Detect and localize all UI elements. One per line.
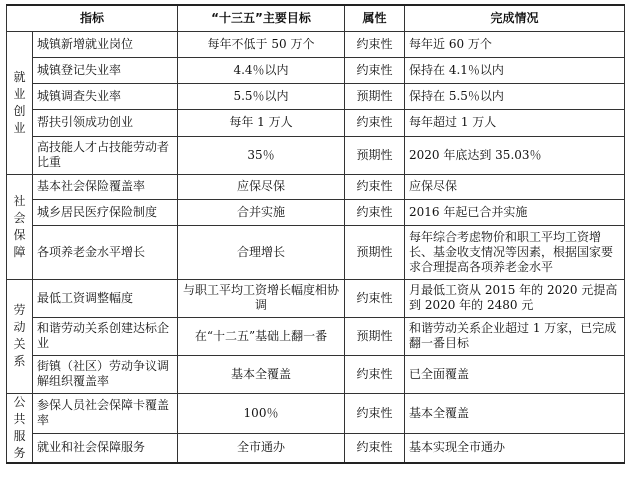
status-cell: 应保尽保 [405, 174, 625, 199]
table-row [7, 434, 625, 463]
table-row [7, 57, 625, 83]
target-cell: 在“十二五”基础上翻一番 [178, 317, 345, 355]
attribute-cell: 约束性 [345, 199, 405, 225]
table-row [7, 317, 625, 355]
indicator-cell: 最低工资调整幅度 [33, 279, 178, 317]
target-cell: 35％ [178, 136, 345, 174]
status-cell: 月最低工资从 2015 年的 2020 元提高到 2020 年的 2480 元 [405, 279, 625, 317]
status-cell: 保持在 4.1％以内 [405, 57, 625, 83]
indicator-cell: 高技能人才占技能劳动者比重 [33, 136, 178, 174]
attribute-cell: 预期性 [345, 83, 405, 109]
table-row [7, 136, 625, 174]
indicator-cell: 城镇登记失业率 [33, 57, 178, 83]
attribute-cell: 约束性 [345, 434, 405, 463]
indicator-cell: 城镇调查失业率 [33, 83, 178, 109]
attribute-cell: 约束性 [345, 393, 405, 434]
indicator-cell: 参保人员社会保障卡覆盖率 [33, 393, 178, 434]
target-cell: 5.5％以内 [178, 83, 345, 109]
table-row [7, 279, 625, 317]
target-cell: 每年 1 万人 [178, 109, 345, 136]
status-cell: 每年近 60 万个 [405, 31, 625, 57]
header-indicator: 指标 [7, 5, 178, 31]
attribute-cell: 约束性 [345, 31, 405, 57]
target-cell: 与职工平均工资增长幅度相协调 [178, 279, 345, 317]
target-cell: 应保尽保 [178, 174, 345, 199]
category-employment: 就业创业 [7, 31, 33, 174]
table-row [7, 109, 625, 136]
status-cell: 每年综合考虑物价和职工平均工资增长、基金收支情况等因素，根据国家要求合理提高各项养老金水平 [405, 225, 625, 279]
indicator-cell: 城乡居民医疗保险制度 [33, 199, 178, 225]
indicator-cell: 街镇（社区）劳动争议调解组织覆盖率 [33, 355, 178, 393]
header-status: 完成情况 [405, 5, 625, 31]
table-row [7, 393, 625, 434]
status-cell: 和谐劳动关系企业超过 1 万家，已完成翻一番目标 [405, 317, 625, 355]
category-labor-relations: 劳动关系 [7, 279, 33, 393]
indicator-cell: 各项养老金水平增长 [33, 225, 178, 279]
indicator-cell: 和谐劳动关系创建达标企业 [33, 317, 178, 355]
targets-table [6, 4, 625, 464]
attribute-cell: 约束性 [345, 57, 405, 83]
header-attribute: 属性 [345, 5, 405, 31]
indicator-cell: 城镇新增就业岗位 [33, 31, 178, 57]
target-cell: 每年不低于 50 万个 [178, 31, 345, 57]
target-cell: 基本全覆盖 [178, 355, 345, 393]
attribute-cell: 预期性 [345, 225, 405, 279]
status-cell: 已全面覆盖 [405, 355, 625, 393]
table-row [7, 355, 625, 393]
table-row [7, 31, 625, 57]
attribute-cell: 预期性 [345, 136, 405, 174]
indicator-cell: 就业和社会保障服务 [33, 434, 178, 463]
attribute-cell: 预期性 [345, 317, 405, 355]
table-row [7, 199, 625, 225]
target-cell: 合理增长 [178, 225, 345, 279]
attribute-cell: 约束性 [345, 279, 405, 317]
status-cell: 每年超过 1 万人 [405, 109, 625, 136]
indicator-cell: 帮扶引领成功创业 [33, 109, 178, 136]
target-cell: 全市通办 [178, 434, 345, 463]
category-social-security: 社会保障 [7, 174, 33, 279]
status-cell: 2016 年起已合并实施 [405, 199, 625, 225]
target-cell: 4.4％以内 [178, 57, 345, 83]
status-cell: 基本全覆盖 [405, 393, 625, 434]
attribute-cell: 约束性 [345, 174, 405, 199]
attribute-cell: 约束性 [345, 109, 405, 136]
table-row [7, 83, 625, 109]
indicator-cell: 基本社会保险覆盖率 [33, 174, 178, 199]
attribute-cell: 约束性 [345, 355, 405, 393]
table-row [7, 225, 625, 279]
status-cell: 2020 年底达到 35.03％ [405, 136, 625, 174]
table-row [7, 174, 625, 199]
target-cell: 100％ [178, 393, 345, 434]
header-target: “十三五”主要目标 [178, 5, 345, 31]
target-cell: 合并实施 [178, 199, 345, 225]
header-row [7, 5, 625, 31]
category-public-services: 公共服务 [7, 393, 33, 463]
status-cell: 基本实现全市通办 [405, 434, 625, 463]
status-cell: 保持在 5.5％以内 [405, 83, 625, 109]
